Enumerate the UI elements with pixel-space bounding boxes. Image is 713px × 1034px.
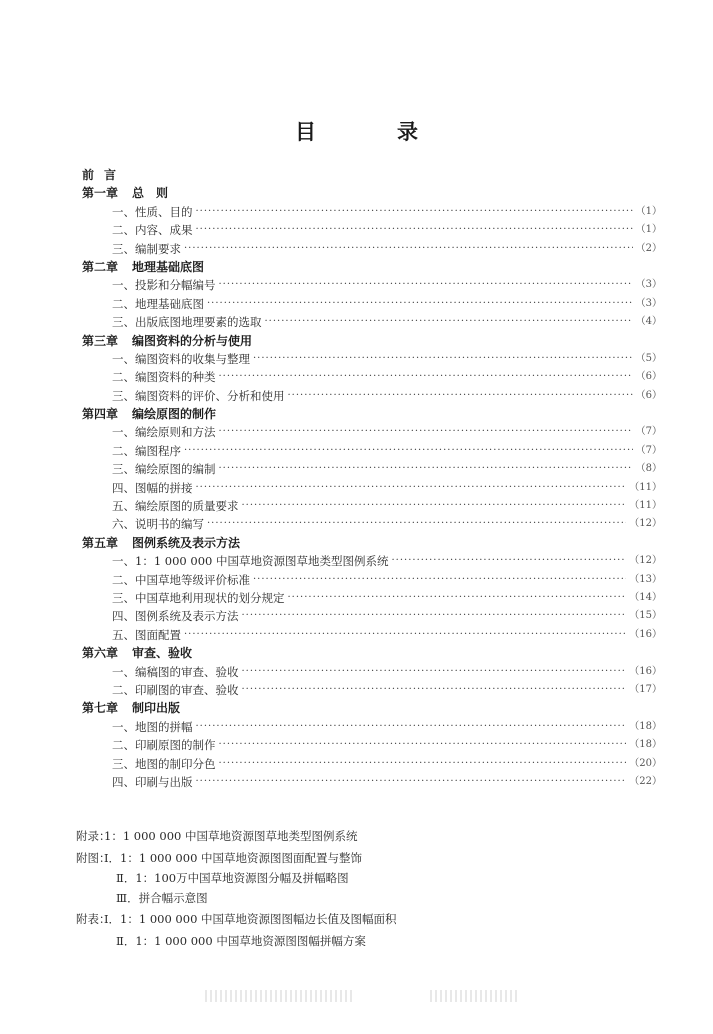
entry-page-number: （2） (635, 242, 662, 254)
entry-page-number: （3） (635, 297, 662, 309)
toc-entry[interactable] (82, 571, 662, 589)
chapter-heading[interactable] (82, 534, 662, 552)
entry-page-number: （1） (635, 224, 662, 236)
entry-label: 二、印刷原图的制作 (112, 738, 216, 753)
toc-entry[interactable] (82, 552, 662, 570)
dot-leader (184, 442, 633, 460)
entry-label: 三、编制要求 (112, 241, 181, 256)
entry-page-number: （7） (635, 444, 662, 456)
toc-entry[interactable] (82, 295, 662, 313)
entry-label: 四、图幅的拼接 (112, 480, 193, 495)
toc-entry[interactable] (82, 240, 662, 258)
dot-leader (253, 571, 626, 589)
chapter-title: 图例系统及表示方法 (132, 535, 241, 550)
chapter-title: 审查、验收 (132, 646, 193, 661)
chapter-title: 总 则 (132, 186, 169, 201)
toc-entry[interactable] (82, 607, 662, 625)
appendix-text: Ⅲ．拼合幅示意图 (116, 891, 208, 905)
dot-leader (196, 479, 627, 497)
dot-leader (184, 626, 626, 644)
toc-entry[interactable] (82, 681, 662, 699)
toc-entry[interactable] (82, 368, 662, 386)
entry-label: 三、地图的制印分色 (112, 756, 216, 771)
entry-page-number: （4） (635, 316, 662, 328)
dot-leader (207, 515, 626, 533)
chapter-heading[interactable] (82, 644, 662, 662)
toc-entry[interactable] (82, 387, 662, 405)
entry-label: 一、1：1 000 000 中国草地资源图草地类型图例系统 (112, 554, 389, 569)
dot-leader (392, 552, 627, 570)
preface-entry[interactable]: 前言 (82, 168, 127, 182)
entry-label: 四、印刷与出版 (112, 774, 193, 789)
appendix-line[interactable] (116, 890, 676, 906)
appendix-line[interactable] (116, 933, 676, 949)
chapter-title: 编绘原图的制作 (132, 407, 217, 422)
entry-label: 一、编绘原则和方法 (112, 425, 216, 440)
dot-leader (207, 295, 633, 313)
toc-entry[interactable] (82, 276, 662, 294)
dot-leader (242, 663, 627, 681)
entry-page-number: （18） (629, 720, 662, 732)
dot-leader (196, 221, 633, 239)
entry-page-number: （3） (635, 279, 662, 291)
chapter-number: 第四章 (82, 407, 119, 422)
entry-page-number: （16） (629, 628, 662, 640)
entry-page-number: （15） (629, 610, 662, 622)
entry-page-number: （17） (629, 683, 662, 695)
entry-label: 三、编绘原图的编制 (112, 462, 216, 477)
chapter-number: 第三章 (82, 333, 119, 348)
entry-label: 六、说明书的编写 (112, 517, 204, 532)
entry-label: 一、编图资料的收集与整理 (112, 351, 250, 366)
toc-entry[interactable] (82, 736, 662, 754)
entry-page-number: （16） (629, 665, 662, 677)
appendix-line[interactable] (76, 850, 636, 866)
entry-label: 三、出版底图地理要素的选取 (112, 315, 262, 330)
entry-label: 三、中国草地利用现状的划分规定 (112, 590, 285, 605)
entry-label: 一、地图的拼幅 (112, 719, 193, 734)
entry-page-number: （14） (629, 591, 662, 603)
chapter-heading[interactable] (82, 184, 662, 202)
entry-label: 一、性质、目的 (112, 204, 193, 219)
toc-entry[interactable] (82, 497, 662, 515)
chapter-number: 第五章 (82, 535, 119, 550)
entry-label: 二、编图资料的种类 (112, 370, 216, 385)
dot-leader (219, 276, 633, 294)
chapter-heading[interactable] (82, 699, 662, 717)
chapter-title: 编图资料的分析与使用 (132, 333, 253, 348)
entry-page-number: （6） (635, 371, 662, 383)
entry-page-number: （13） (629, 573, 662, 585)
dot-leader (242, 681, 627, 699)
toc-entry[interactable] (82, 350, 662, 368)
toc-entry[interactable] (82, 515, 662, 533)
entry-label: 二、中国草地等级评价标准 (112, 572, 250, 587)
dot-leader (196, 773, 627, 791)
appendix-line[interactable] (116, 870, 676, 886)
entry-page-number: （7） (635, 426, 662, 438)
chapter-title: 制印出版 (132, 701, 181, 716)
toc-entry[interactable] (82, 460, 662, 478)
toc-entry[interactable] (82, 773, 662, 791)
chapter-heading[interactable] (82, 405, 662, 423)
entry-label: 二、编图程序 (112, 443, 181, 458)
dot-leader (196, 718, 627, 736)
entry-page-number: （22） (629, 775, 662, 787)
toc-entry[interactable] (82, 423, 662, 441)
appendix-line[interactable] (76, 828, 636, 844)
dot-leader (219, 736, 627, 754)
appendix-text: Ⅰ．1：1 000 000 中国草地资源图图面配置与整饰 (104, 851, 363, 865)
entry-label: 五、图面配置 (112, 627, 181, 642)
entry-page-number: （5） (635, 352, 662, 364)
dot-leader (265, 313, 633, 331)
chapter-number: 第七章 (82, 701, 119, 716)
entry-label: 二、地理基础底图 (112, 296, 204, 311)
dot-leader (253, 350, 633, 368)
entry-page-number: （12） (629, 555, 662, 567)
entry-page-number: （6） (635, 389, 662, 401)
toc-entry[interactable] (82, 626, 662, 644)
entry-label: 三、编图资料的评价、分析和使用 (112, 388, 285, 403)
appendix-text: 1：1 000 000 中国草地资源图草地类型图例系统 (104, 829, 358, 843)
page-title: 目 录 (295, 119, 448, 144)
dot-leader (242, 497, 627, 515)
toc-entry[interactable] (82, 663, 662, 681)
scan-artifact (205, 990, 355, 1002)
appendix-prefix: 附录： (76, 829, 111, 843)
dot-leader (184, 240, 633, 258)
chapter-number: 第一章 (82, 186, 119, 201)
dot-leader (288, 387, 633, 405)
entry-page-number: （1） (635, 205, 662, 217)
toc-entry[interactable] (82, 442, 662, 460)
entry-label: 一、编稿图的审查、验收 (112, 664, 239, 679)
entry-label: 二、内容、成果 (112, 223, 193, 238)
chapter-title: 地理基础底图 (132, 259, 205, 274)
table-of-contents (82, 166, 662, 791)
entry-page-number: （11） (629, 481, 662, 493)
dot-leader (242, 607, 627, 625)
entry-page-number: （12） (629, 518, 662, 530)
toc-entry[interactable] (82, 755, 662, 773)
dot-leader (219, 368, 633, 386)
entry-label: 五、编绘原图的质量要求 (112, 499, 239, 514)
dot-leader (288, 589, 627, 607)
appendix-text: Ⅱ．1：100万中国草地资源图分幅及拼幅略图 (116, 871, 349, 885)
dot-leader (219, 460, 633, 478)
toc-entry[interactable] (82, 203, 662, 221)
toc-entry[interactable] (82, 589, 662, 607)
dot-leader (219, 755, 627, 773)
toc-entry[interactable] (82, 221, 662, 239)
toc-entry[interactable] (82, 313, 662, 331)
entry-label: 四、图例系统及表示方法 (112, 609, 239, 624)
dot-leader (219, 423, 633, 441)
entry-label: 二、印刷图的审查、验收 (112, 682, 239, 697)
appendix-text: Ⅰ．1：1 000 000 中国草地资源图图幅边长值及图幅面积 (104, 912, 397, 926)
appendix-prefix: 附图： (76, 851, 111, 865)
chapter-heading[interactable] (82, 258, 662, 276)
dot-leader (196, 203, 633, 221)
chapter-number: 第二章 (82, 259, 119, 274)
chapter-heading[interactable] (82, 332, 662, 350)
appendix-prefix: 附表： (76, 912, 111, 926)
appendix-line[interactable] (76, 911, 636, 927)
entry-page-number: （20） (629, 757, 662, 769)
chapter-number: 第六章 (82, 646, 119, 661)
entry-page-number: （18） (629, 739, 662, 751)
appendix-text: Ⅱ．1：1 000 000 中国草地资源图图幅拼幅方案 (116, 934, 366, 948)
entry-page-number: （8） (635, 463, 662, 475)
entry-label: 一、投影和分幅编号 (112, 278, 216, 293)
scan-artifact (430, 990, 520, 1002)
toc-entry[interactable] (82, 718, 662, 736)
entry-page-number: （11） (629, 500, 662, 512)
toc-entry[interactable] (82, 479, 662, 497)
